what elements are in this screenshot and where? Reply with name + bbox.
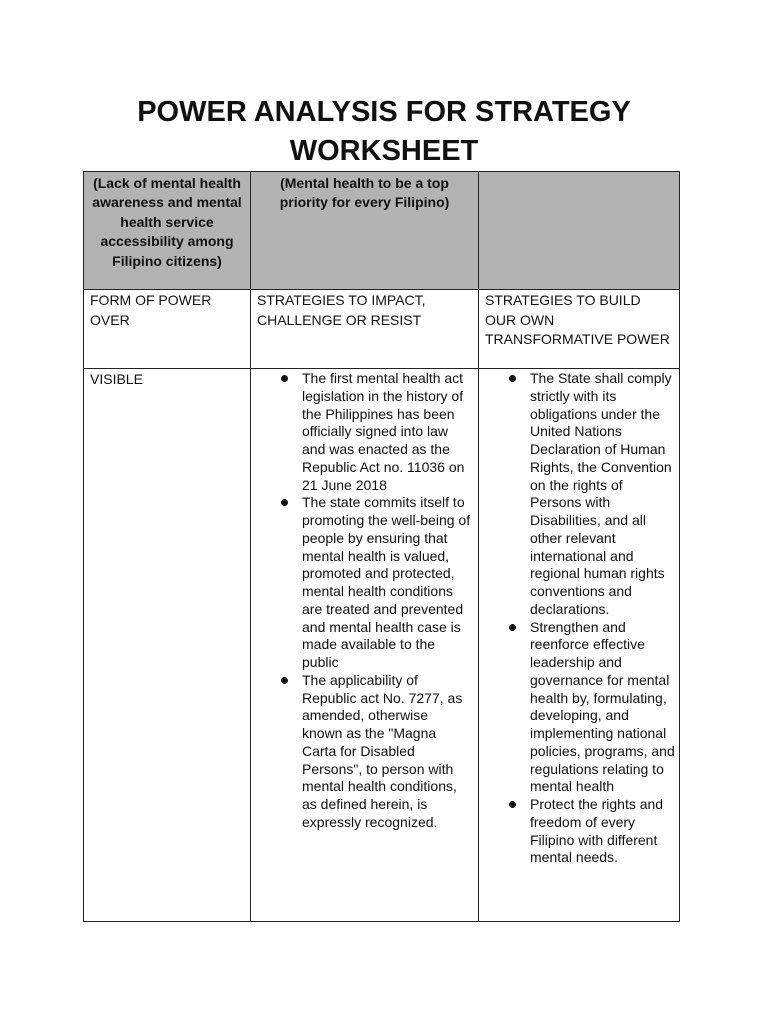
build-strategies-label: STRATEGIES TO BUILD OUR OWN TRANSFORMATIVE POWER: [485, 292, 670, 347]
impact-strategies-cell: [251, 369, 479, 922]
list-item-text: The state commits itself to promoting the well-being of people by ensuring that mental health is valued, promoted and protected, mental health conditions are treated and prevented and mental health case is made available to the public: [302, 494, 471, 670]
list-item: [479, 619, 679, 797]
impact-strategies-list: [251, 370, 478, 832]
visible-power-row: [84, 369, 680, 922]
build-strategies-cell: [479, 369, 680, 922]
header-cell-problem: [84, 172, 251, 290]
list-item: [251, 370, 478, 494]
power-analysis-table: [83, 171, 680, 922]
build-strategies-list: [479, 370, 679, 867]
label-cell-form-of-power: [84, 290, 251, 369]
visible-label: VISIBLE: [90, 371, 143, 387]
header-empty-text: [479, 172, 679, 174]
goal-statement: (Mental health to be a top priority for every Filipino): [279, 175, 450, 211]
header-cell-empty: [479, 172, 680, 290]
list-item-text: The first mental health act legislation in the history of the Philippines has been officially signed into law and was enacted as the Republic Act no. 11036 on 21 June 2018: [302, 370, 465, 493]
list-item: [251, 494, 478, 672]
page-title: POWER ANALYSIS FOR STRATEGY WORKSHEET: [137, 96, 631, 167]
label-cell-impact: [251, 290, 479, 369]
list-item-text: Strengthen and reenforce effective leadership and governance for mental health by, formulating, developing, and implementing national policies, programs, and regulations relating to mental health: [530, 618, 675, 795]
list-item-text: The State shall comply strictly with its obligations under the United Nations Declaration of Human Rights, the Convention on the rights of Persons with Disabilities, and all other relevant international and regional human rights conventions and declarations.: [530, 370, 672, 617]
list-item-text: Protect the rights and freedom of every Filipino with different mental needs.: [530, 796, 664, 866]
label-cell-build: [479, 290, 680, 369]
bullet-icon: [509, 801, 516, 808]
form-of-power-label: FORM OF POWER OVER: [90, 292, 212, 328]
column-labels-row: [84, 290, 680, 369]
bullet-icon: [281, 375, 288, 382]
visible-label-cell: [84, 369, 251, 922]
bullet-icon: [281, 499, 288, 506]
list-item: [479, 370, 679, 619]
header-cell-goal: [251, 172, 479, 290]
problem-statement: (Lack of mental health awareness and mental health service accessibility among Filipino citizens): [92, 175, 242, 269]
bullet-icon: [281, 677, 288, 684]
table-header-row: [84, 172, 680, 290]
impact-strategies-label: STRATEGIES TO IMPACT, CHALLENGE OR RESIST: [257, 292, 426, 328]
list-item: [251, 672, 478, 832]
list-item: [479, 796, 679, 867]
list-item-text: The applicability of Republic act No. 7277, as amended, otherwise known as the "Magna Carta for Disabled Persons", to person with mental health conditions, as defined herein, is expressly recognized.: [302, 671, 463, 830]
bullet-icon: [509, 624, 516, 631]
bullet-icon: [509, 375, 516, 382]
